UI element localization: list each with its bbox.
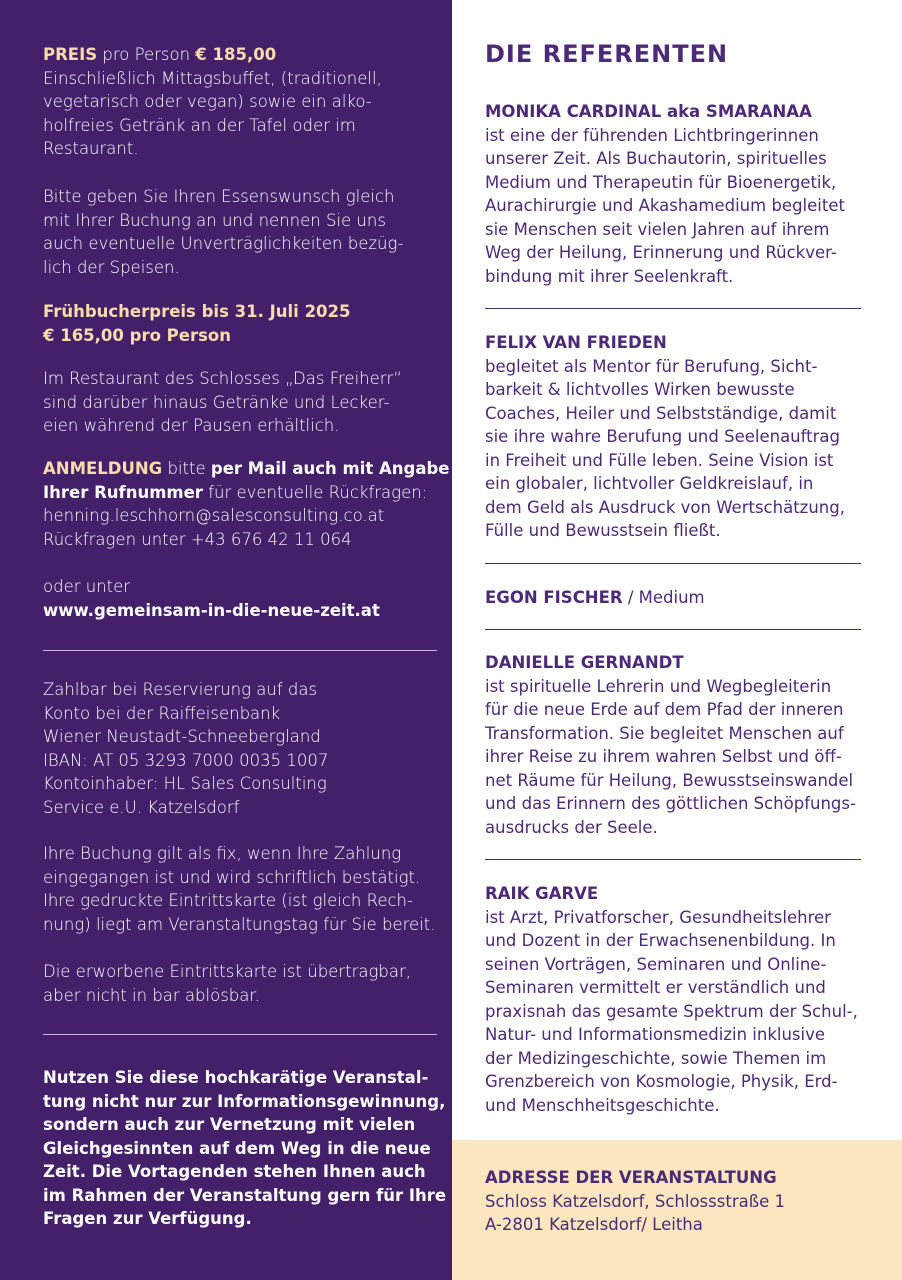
divider [43,650,437,651]
speaker-name: RAIK GARVE [485,884,599,903]
divider [485,308,861,309]
iban: IBAN: AT 05 3293 7000 0035 1007 [43,750,329,770]
speaker-entry: MONIKA CARDINAL aka SMARANAA ist eine der führenden Lichtbringerinnen unserer Zeit. Als Buchautorin, spirituelles Medium und Therapeutin für Bioenergetik, Aurachirurgie und Akashamedium begleitet sie Menschen seit vielen Jahren auf ihrem Weg der Heilung, Erinnerung und Rückver- bindung mit ihrer Seelenkraft. [485,100,880,288]
address-line: A-2801 Katzelsdorf/ Leitha [485,1215,703,1234]
closing-text: Nutzen Sie diese hochkarätige Veranstal- tung nicht nur zur Informationsgewinnung, sondern auch zur Vernetzung mit vielen Gleichgesinnten auf dem Weg in die neue Zeit. Die Vortagenden stehen Ihnen auch im Rahmen der Veranstaltung gern für Ihre Fragen zur Verfügung. [43,1068,447,1228]
speaker-entry: FELIX VAN FRIEDEN begleitet als Mentor für Berufung, Sicht- barkeit & lichtvolles Wirken bewusste Coaches, Heiler und Selbstständige, damit sie ihre wahre Berufung und Seelenauftrag in Freiheit und Fülle leben. Seine Vision ist ein globaler, lichtvoller Geldkreislauf, in dem Geld als Ausdruck von Wertschätzung, Fülle und Bewusstsein fließt. [485,331,880,543]
address-title: ADRESSE DER VERANSTALTUNG [485,1168,777,1187]
speaker-entry: DANIELLE GERNANDT ist spirituelle Lehrerin und Wegbegleiterin für die neue Erde auf dem Pfad der inneren Transformation. Sie begleitet Menschen auf ihrer Reise zu ihrem wahren Selbst und öff- net Räume für Heilung, Bewusstseinswandel und das Erinnern des göttlichen Schöpfungs- ausdrucks der Seele. [485,651,880,839]
registration-phone: Rückfragen unter +43 676 42 11 064 [43,529,352,549]
website-link[interactable]: www.gemeinsam-in-die-neue-zeit.at [43,600,380,620]
speaker-name: EGON FISCHER [485,588,623,607]
price-amount: € 185,00 [195,45,277,64]
speaker-name: FELIX VAN FRIEDEN [485,333,667,352]
booking-note: Ihre Buchung gilt als fix, wenn Ihre Zahlung eingegangen ist und wird schriftlich bestätigt. Ihre gedruckte Eintrittskarte (ist gleich Rech- nung) liegt am Veranstaltungstag für Sie bereit. [43,844,436,934]
address-line: Schloss Katzelsdorf, Schlossstraße 1 [485,1191,785,1211]
speakers-panel [452,0,902,1280]
price-section: PREIS pro Person € 185,00 Einschließlich Mittagsbuffet, (traditionell, vegetarisch oder vegan) sowie ein alko- holfreies Getränk an der Tafel oder im Restaurant. [43,45,382,158]
restaurant-note: Im Restaurant des Schlosses „Das Freiherr“ sind darüber hinaus Getränke und Lecker- eien während der Pausen erhältlich. [43,369,402,435]
divider [485,859,861,860]
divider [43,1034,437,1035]
website-section: oder unter www.gemeinsam-in-die-neue-zeit.at [43,575,443,622]
speaker-name: DANIELLE GERNANDT [485,653,684,672]
registration-label: ANMELDUNG [43,459,163,478]
price-label: PREIS [43,45,98,64]
venue-address-box [452,1140,902,1280]
ticket-note: Die erworbene Eintrittskarte ist übertragbar, aber nicht in bar ablösbar. [43,962,411,1005]
registration-section: ANMELDUNG bitte per Mail auch mit Angabe Ihrer Rufnummer für eventuelle Rückfragen: henning.leschhorn@salesconsulting.co.at Rückfragen unter +43 676 42 11 064 [43,457,443,551]
divider [485,629,861,630]
speakers-heading: DIE REFERENTEN [485,40,729,68]
meal-note: Bitte geben Sie Ihren Essenswunsch gleich mit Ihrer Buchung an und nennen Sie uns auch eventuelle Unverträglichkeiten bezüg- lich der Speisen. [43,187,404,277]
payment-details: Zahlbar bei Reservierung auf das Konto bei der Raiffeisenbank Wiener Neustadt-Schneebergland IBAN: AT 05 3293 7000 0035 1007 Kontoinhaber: HL Sales Consulting Service e.U. Katzelsdorf [43,678,443,819]
registration-email[interactable]: henning.leschhorn@salesconsulting.co.at [43,506,385,525]
speaker-entry: RAIK GARVE ist Arzt, Privatforscher, Gesundheitslehrer und Dozent in der Erwachsenenbildung. In seinen Vorträgen, Seminaren und Online- Seminaren vermittelt er verständlich und praxisnah das gesamte Spektrum der Schul-, Natur- und Informationsmedizin inklusive der Medizingeschichte, sowie Themen im Grenzbereich von Kosmologie, Physik, Erd- und Menschheitsgeschichte. [485,882,880,1117]
divider [485,563,861,564]
speaker-name: MONIKA CARDINAL aka SMARANAA [485,102,812,121]
early-bird-price: Frühbucherpreis bis 31. Juli 2025 € 165,00 pro Person [43,302,351,345]
speaker-entry: EGON FISCHER / Medium [485,588,705,607]
